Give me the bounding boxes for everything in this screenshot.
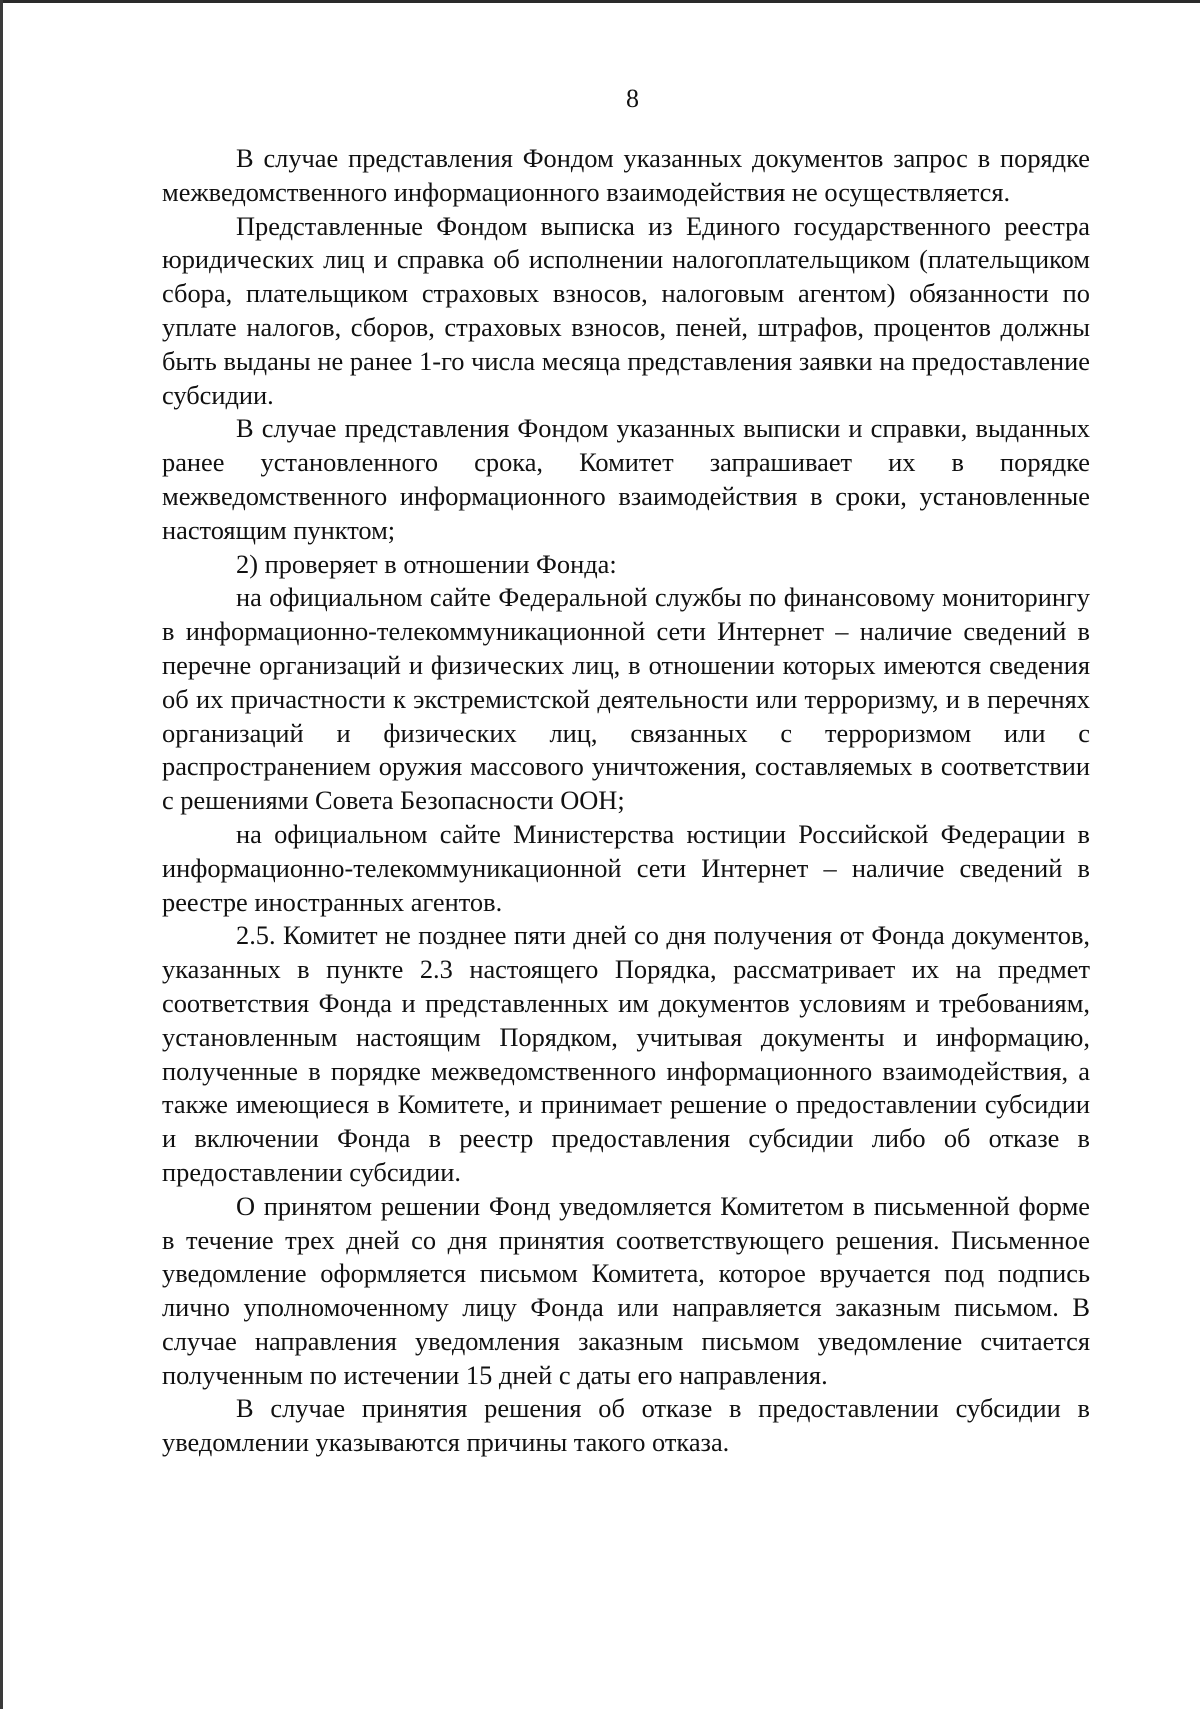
paragraph: О принятом решении Фонд уведомляется Комитетом в письменной форме в течение трех дней со дня принятия соответствующего решения. Письменное уведомление оформляется письмом Комитета, которое вручается под подпись лично уполномоченному лицу Фонда или направляется заказным письмом. В случае направления уведомления заказным письмом уведомление считается полученным по истечении 15 дней с даты его направления. — [162, 1190, 1090, 1390]
document-body — [162, 142, 1090, 1460]
paragraph: на официальном сайте Федеральной службы по финансовому мониторингу в информационно-телекоммуникационной сети Интернет – наличие сведений в перечне организаций и физических лиц, в отношении которых имеются сведения об их причастности к экстремистской деятельности или терроризму, и в перечнях организаций и физических лиц, связанных с терроризмом или с распространением оружия массового уничтожения, составляемых в соответствии с решениями Совета Безопасности ООН; — [162, 582, 1090, 816]
paragraph: 2) проверяет в отношении Фонда: — [236, 548, 617, 579]
paragraph: 2.5. Комитет не позднее пяти дней со дня получения от Фонда документов, указанных в пункте 2.3 настоящего Порядка, рассматривает их на предмет соответствия Фонда и представленных им документов условиям и требованиям, установленным настоящим Порядком, учитывая документы и информацию, полученные в порядке межведомственного информационного взаимодействия, а также имеющиеся в Комитете, и принимает решение о предоставлении субсидии и включении Фонда в реестр предоставления субсидии либо об отказе в предоставлении субсидии. — [162, 920, 1090, 1187]
paragraph: В случае представления Фондом указанных выписки и справки, выданных ранее установленного срока, Комитет запрашивает их в порядке межведомственного информационного взаимодействия в сроки, установленные настоящим пунктом; — [162, 413, 1090, 545]
scan-border-top — [0, 0, 1200, 3]
page-number: 8 — [626, 84, 639, 113]
paragraph: на официальном сайте Министерства юстиции Российской Федерации в информационно-телекоммуникационной сети Интернет – наличие сведений в реестре иностранных агентов. — [162, 818, 1090, 917]
scan-border-left — [0, 0, 3, 1709]
paragraph: Представленные Фондом выписка из Единого государственного реестра юридических лиц и справка об исполнении налогоплательщиком (плательщиком сбора, плательщиком страховых взносов, налоговым агентом) обязанности по уплате налогов, сборов, страховых взносов, пеней, штрафов, процентов должны быть выданы не ранее 1-го числа месяца представления заявки на предоставление субсидии. — [162, 210, 1090, 410]
paragraph: В случае представления Фондом указанных документов запрос в порядке межведомственного информационного взаимодействия не осуществляется. — [162, 143, 1090, 207]
paragraph: В случае принятия решения об отказе в предоставлении субсидии в уведомлении указываются причины такого отказа. — [162, 1393, 1090, 1458]
